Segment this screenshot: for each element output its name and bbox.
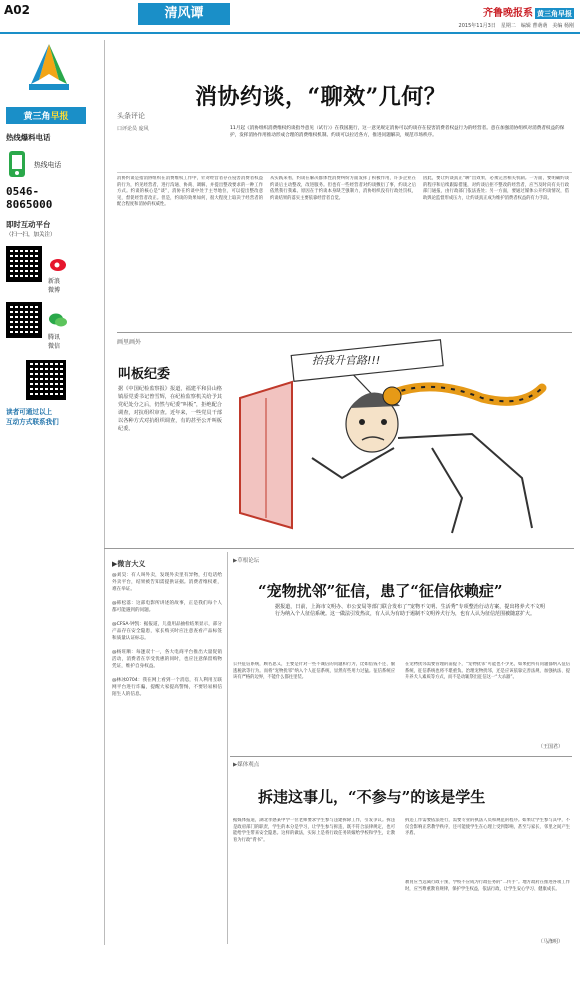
header-rule <box>0 32 580 34</box>
cartoon-title: 叫板纪委 <box>118 367 171 382</box>
cartoon-sign-text: 抬我升官路!!! <box>312 354 381 367</box>
dateline: 2015年11月3日 星期二 编辑 曹萌萌 美编 杨刚 <box>458 23 574 29</box>
section-rule-3 <box>230 756 572 757</box>
masthead <box>483 4 574 19</box>
cartoon-section-label: 画里画外 <box>117 339 142 346</box>
article3-col2: 拆违工作需要依法进行，需要专业的执法人员和规范的程序。如果让学生参与其中，不仅会影响正常教学秩序，还可能使学生在心理上受到影响，甚至与家长、邻里之间产生矛盾。 <box>405 818 570 837</box>
sidebar <box>6 40 92 945</box>
article2-signature: （王国君） <box>538 744 564 750</box>
brand-name: 黄三角 <box>23 112 51 122</box>
weiyan-body: @刘昊：有人叫外卖，发现外卖里有异物，打电话给外卖平台，结果被告知需提供证据。消费者维权难，难在举证。 @韩松落：这部电影所讲述的故事，正是我们每个人都可能遇到的问题。 @CFSA·钟凯：据报道，儿童用品抽检结果显示，部分产品存在安全隐患，家长购买时应注意查看产品标签和质量认证标志。 @杨旺顺：每逢双十一，各大电商平台推出大量促销活动，消费者在享受优惠的同时，也应注意保留购物凭证，维护自身权益。 @林冰0704：我在网上看到一个消息，有人利用互联网平台进行诈骗，提醒大家提高警惕，不要轻易相信陌生人的信息。 <box>112 573 222 697</box>
weiyan-divider <box>227 552 228 944</box>
weibo-qr-code[interactable] <box>6 246 42 282</box>
main-headline: 消协约谈，“聊效”几何？ <box>195 84 447 110</box>
article2-col2: 在宠物扰邻需要管理的前提下，“宠物扰邻”可能也不少见，如果把所有问题都纳入征信系统，征信系统也将不堪重负。治理宠物扰邻，还是应该依靠完善法规、加强执法、提升养犬人素质等方式，而不是动辄祭出征信这一“大杀器”。 <box>405 662 570 681</box>
page-number: A02 <box>4 3 30 17</box>
wechat-label: 腾讯 微信 <box>48 334 61 350</box>
phone-icon <box>6 149 28 179</box>
wechat-qr-code[interactable] <box>6 302 42 338</box>
lead-paragraph: 11月起《消协组织消费维权约谈指导意见（试行）》在我国施行，这一意见规定消协可以约谈存在侵害消费者权益行为的经营者。意在加强消协组织对消费者权益的保护，发挥消协作用推动形成合理的消费维权机制。约谈可以拉近各方，推进问题解决，规范市场秩序。 <box>230 126 565 138</box>
section-tab: 清风谭 <box>138 3 230 25</box>
cartoon-text: 据《中国纪检监察报》报道，福建平和县山格镇原党委书记曾雪辉，在纪检监察机关给予其党纪处分之后，仍然与纪委“叫板”，拒绝配合调查，对抗组织审查。近年来，一些党员干部以各种方式对抗组织调查，有的甚至公开叫板纪委。 <box>118 386 222 432</box>
article2-column: ▶草根论坛 <box>233 558 260 564</box>
section-rule-2 <box>104 548 574 549</box>
section-rule-1 <box>117 332 572 333</box>
article3-col1: 据媒体报道，湖北孝感某中学一位老师要求学生参与违建拆除工作，引发争议。拆违是政府部门的职责，学生的本分是学习，让学生参与拆违，既不符合法律规定，也可能给学生带来安全隐患。这样的做法，实际上是将行政任务转嫁给学校和学生，让教育为行政“背书”。 <box>233 818 395 843</box>
main-col3: 因此，要让约谈真正“聊”出效果，必须完善相关机制。一方面，要明确约谈的程序和后续跟踪措施，对约谈后拒不整改的经营者，应当及时向有关行政部门通报，由行政部门依法查处；另一方面，要通过媒体公开约谈情况，借助舆论监督形成压力，让约谈真正成为维护消费者权益的有力手段。 <box>423 176 569 201</box>
article2-lead: 据报道，日前，上海市文明办、市公安局等部门联合发布了“宠物不文明、生活秀”专项整治行动方案，提出将养犬不文明行为纳入个人征信系统。这一做法引发热议，有人认为有助于遏制不文明养犬行为，也有人认为征信范围被随意扩大。 <box>275 604 545 617</box>
main-col1: 消协约谈是指消协组织在消费维权工作中，针对经营者存在侵害消费者权益的行为，约见经营者，进行沟通、协商、调解，并提出整改要求的一种工作方式。约谈的核心是“谈”，消协在约谈中处于主导地位，可以提出整改意见，督促经营者改正。但是，约谈的效果如何，很大程度上取决于经营者的配合程度和消协的权威性。 <box>117 176 263 208</box>
article3-col3: 教育应当远离行政干预，学校不应成为行政任务的“二传手”。地方政府在推进各项工作时，应当尊重教育规律，保护学生权益，依法行政，让学生安心学习、健康成长。 <box>405 880 570 892</box>
brand-banner <box>6 107 86 124</box>
main-col2: 从实践来看，约谈在解决群体性消费纠纷方面发挥了积极作用，许多企业在约谈后主动整改，改进服务。但也有一些经营者对约谈敷衍了事，约谈之后依然我行我素。原因在于约谈本身缺乏强制力，消协组织没有行政处罚权，约谈结果的落实主要依靠经营者自觉。 <box>270 176 416 201</box>
hotline-sub: 热线电话 <box>34 161 62 169</box>
masthead-suffix: 系 <box>523 8 533 19</box>
masthead-title: 齐鲁晚报 <box>483 8 523 19</box>
reader-cta-line1: 读者可通过以上 <box>6 408 53 416</box>
hotline-title: 热线爆料电话 <box>6 133 51 142</box>
brand-accent: 早报 <box>50 112 69 122</box>
column-tag: 头条评论 <box>117 112 145 120</box>
masthead-badge: 黄三角早报 <box>537 9 572 18</box>
article3-signature: （马涤明） <box>538 939 564 945</box>
weiyan-title: ▶微言大义 <box>112 560 146 568</box>
phone-number: 8065000 <box>6 198 53 211</box>
sidebar-divider <box>104 40 105 945</box>
wechat-icon <box>48 310 68 330</box>
app-qr-code[interactable] <box>26 360 66 400</box>
area-code: 0546- <box>6 185 40 198</box>
column-byline: 口评论员 庞风 <box>117 126 149 132</box>
newspaper-logo-icon <box>19 40 79 100</box>
lead-rule <box>117 172 572 173</box>
reader-cta-line2: 互动方式联系我们 <box>6 418 59 426</box>
article3-title: 拆违这事儿，“不参与”的该是学生 <box>258 788 486 806</box>
article2-title: “宠物扰邻”征信，患了“征信依赖症” <box>258 582 503 600</box>
article3-column: ▶媒体观点 <box>233 762 260 768</box>
platform-title: 即时互动平台 <box>6 220 51 229</box>
cartoon-illustration <box>232 338 572 538</box>
weibo-label: 新浪 微博 <box>48 278 61 294</box>
weibo-icon <box>48 254 68 274</box>
article2-col1: 公共征信系统，顾名思义，主要是针对一些不诚信的问题和行为，比如借钱不还、偷逃税款等行为。而将“宠物扰邻”纳入个人征信系统，显然有些用力过猛。征信系统应该有严格的边界，不能什么都往里装。 <box>233 662 395 681</box>
platform-sub: （扫一扫，加关注） <box>6 232 56 238</box>
